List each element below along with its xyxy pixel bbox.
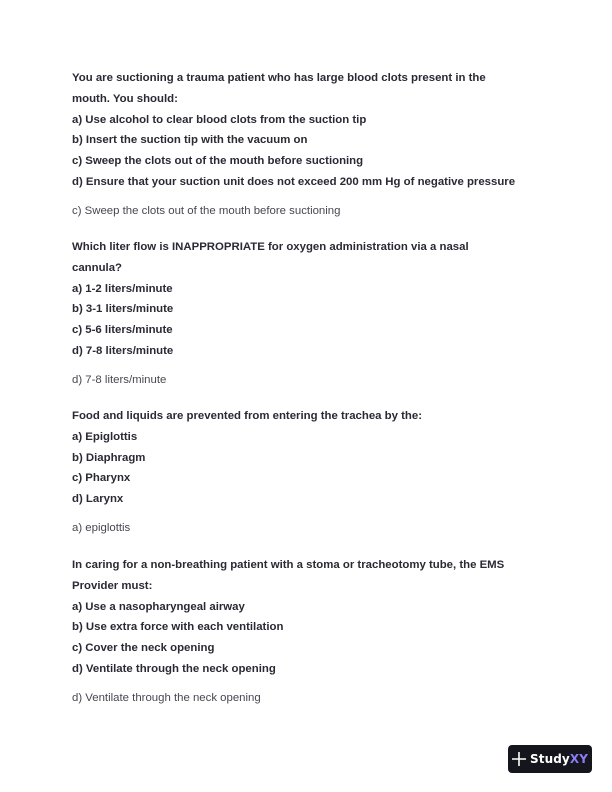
question-1-option-d: d) Ensure that your suction unit does not exceed 200 mm Hg of negative pressure [72, 175, 516, 188]
question-4 [72, 555, 552, 708]
brand-accent: XY [569, 752, 588, 766]
question-2-answer: d) 7-8 liters/minute [72, 373, 167, 386]
question-1-stem-line-1: You are suctioning a trauma patient who has large blood clots present in the [72, 72, 486, 84]
studyxy-logo-text [530, 752, 588, 766]
question-2-option-b: b) 3-1 liters/minute [72, 303, 174, 316]
question-1-option-a: a) Use alcohol to clear blood clots from the suction tip [72, 113, 367, 126]
question-4-answer: d) Ventilate through the neck opening [72, 691, 261, 704]
question-4-option-c: c) Cover the neck opening [72, 642, 215, 655]
question-3-option-a: a) Epiglottis [72, 430, 138, 443]
question-3-answer: a) epiglottis [72, 521, 131, 534]
question-1-option-c: c) Sweep the clots out of the mouth before suctioning [72, 155, 364, 168]
question-3-option-d: d) Larynx [72, 493, 124, 506]
plus-icon [512, 752, 526, 766]
brand-main: Study [530, 752, 570, 766]
question-3-stem-line-1: Food and liquids are prevented from entering the trachea by the: [72, 410, 423, 422]
question-1-option-b: b) Insert the suction tip with the vacuum on [72, 134, 308, 147]
question-1-answer: c) Sweep the clots out of the mouth before suctioning [72, 204, 341, 217]
question-2 [72, 237, 552, 390]
question-2-stem-line-1: Which liter flow is INAPPROPRIATE for oxygen administration via a nasal [72, 241, 469, 253]
question-4-stem-line-2: Provider must: [72, 579, 153, 592]
question-1 [72, 68, 552, 221]
question-3 [72, 406, 552, 538]
question-2-option-c: c) 5-6 liters/minute [72, 324, 173, 337]
question-4-option-d: d) Ventilate through the neck opening [72, 662, 276, 675]
question-4-option-a: a) Use a nasopharyngeal airway [72, 600, 245, 613]
question-2-stem-line-2: cannula? [72, 261, 123, 274]
question-3-option-b: b) Diaphragm [72, 451, 146, 464]
question-4-option-b: b) Use extra force with each ventilation [72, 621, 284, 634]
question-1-stem-line-2: mouth. You should: [72, 92, 178, 105]
studyxy-logo-badge[interactable] [508, 745, 592, 773]
question-2-option-a: a) 1-2 liters/minute [72, 282, 173, 295]
question-4-stem-line-1: In caring for a non-breathing patient with a stoma or tracheotomy tube, the EMS [72, 559, 505, 571]
question-3-option-c: c) Pharynx [72, 472, 131, 485]
question-2-option-d: d) 7-8 liters/minute [72, 344, 174, 357]
